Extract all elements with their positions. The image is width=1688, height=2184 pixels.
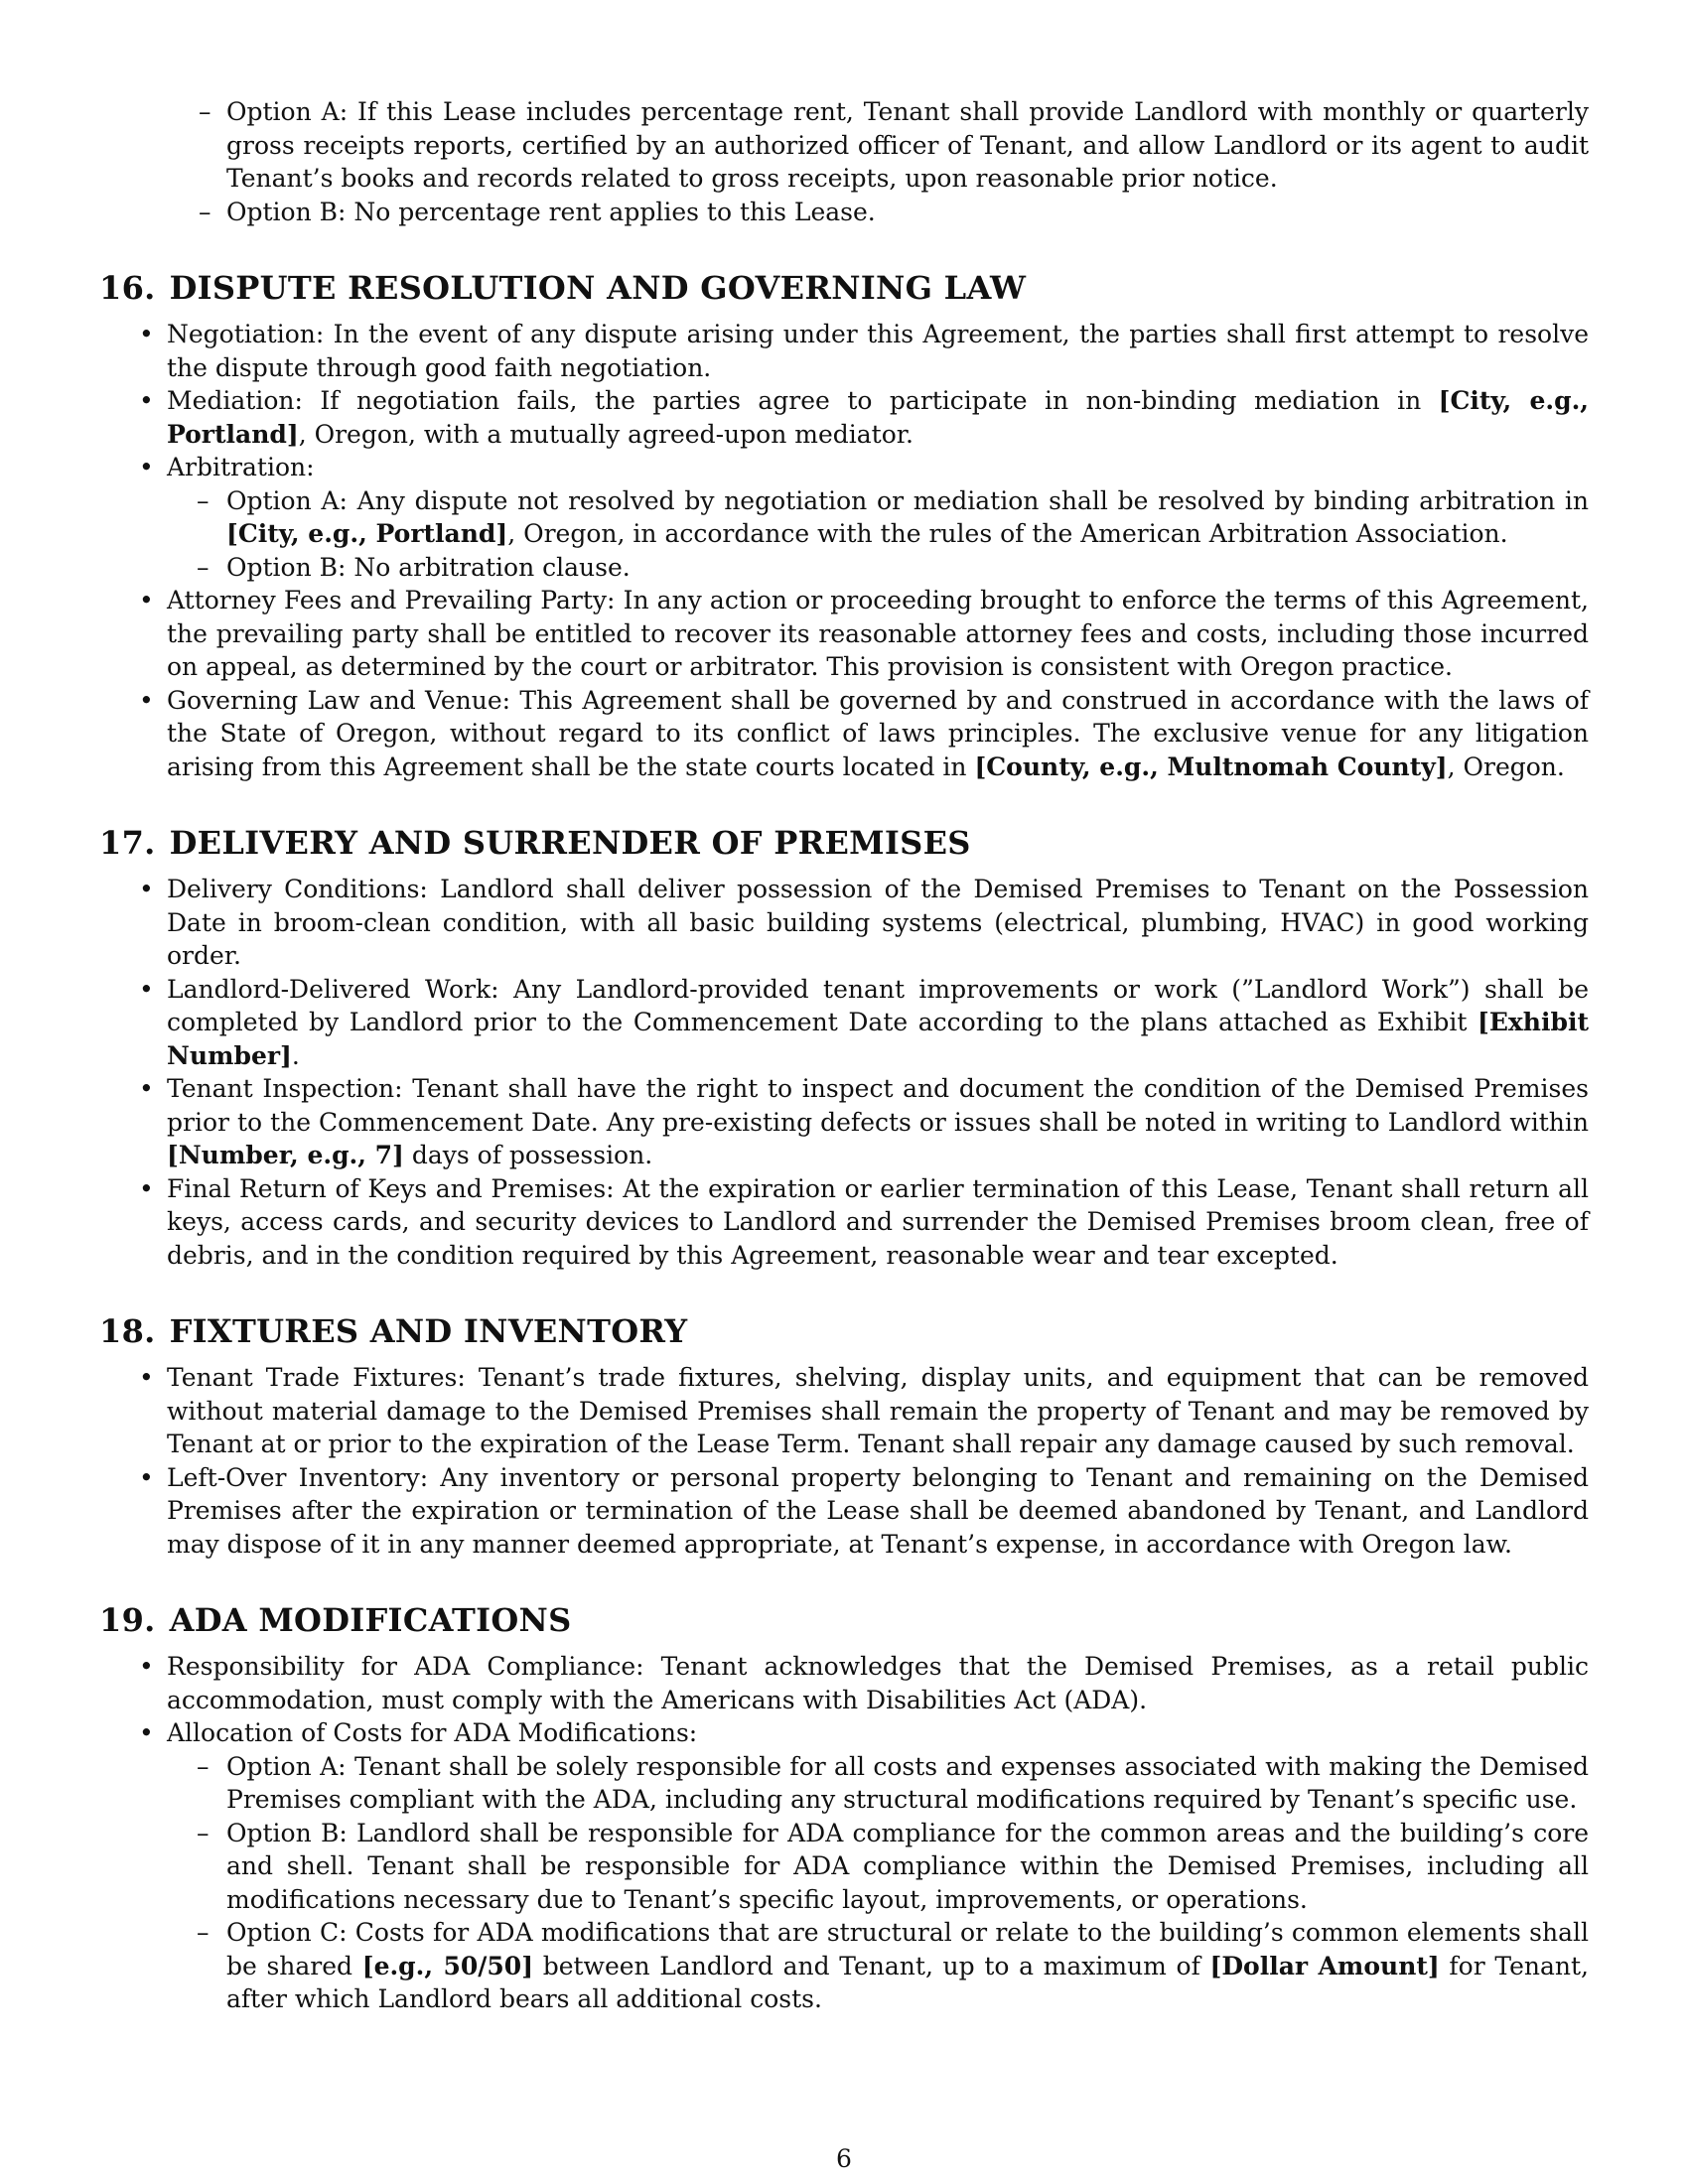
section-heading (99, 823, 1589, 863)
placeholder-field: [City, e.g., Portland] (167, 386, 1589, 449)
item-text: , Oregon. (1447, 751, 1565, 781)
option-text: for Tenant, after which Landlord bears all additional costs. (226, 1951, 1589, 2013)
item-text: Landlord-Delivered Work: Any Landlord-provided tenant improvements or work (”Landlord Work”) shall be completed by Landlord prior to the Commencement Date according to the plans attached as Exhibit (167, 974, 1589, 1036)
bullet-marker: • (139, 1363, 154, 1392)
section-17 (99, 823, 1589, 1272)
section-title: ADA MODIFICATIONS (169, 1601, 572, 1639)
section-heading (99, 1311, 1589, 1351)
item-text: Attorney Fees and Prevailing Party: In any action or proceeding brought to enforce the terms of this Agreement, the prevailing party shall be entitled to recover its reasonable attorney fees and costs, including those incurred on appeal, as determined by the court or arbitrator. This provision is consistent with Oregon practice. (167, 586, 1589, 681)
item-text: Allocation of Costs for ADA Modifications: (167, 1718, 698, 1747)
item-text: Mediation: If negotiation fails, the parties agree to participate in non-binding mediation in (167, 386, 1439, 415)
list-item (99, 873, 1589, 973)
bullet-marker: • (139, 453, 154, 481)
item-text: Arbitration: (167, 453, 315, 481)
bullet-marker: • (139, 320, 154, 348)
item-text: . (291, 1040, 300, 1070)
list-item (99, 1172, 1589, 1273)
list-item (99, 1650, 1589, 1716)
option-item (99, 196, 1589, 229)
dash-marker: – (199, 97, 211, 126)
list-item (99, 384, 1589, 451)
list-item (99, 451, 1589, 584)
option-text: Option A: Any dispute not resolved by negotiation or mediation shall be resolved by binding arbitration in (226, 485, 1589, 515)
page-number: 6 (836, 2144, 852, 2173)
option-text: Option B: Landlord shall be responsible for ADA compliance for the common areas and the building’s core and shell. Tenant shall be responsible for ADA compliance within the Demised Premises, including all modifications necessary due to Tenant’s specific layout, improvements, or operations. (226, 1818, 1589, 1914)
section-title: FIXTURES AND INVENTORY (169, 1312, 688, 1350)
item-text: Governing Law and Venue: This Agreement shall be governed by and construed in accordance with the laws of the State of Oregon, without regard to its conflict of laws principles. The exclusive venue for any litigation arising from this Agreement shall be the state courts located in (167, 685, 1589, 781)
placeholder-field: [Number, e.g., 7] (167, 1141, 404, 1169)
list-item (99, 318, 1589, 384)
item-text: Tenant Inspection: Tenant shall have the right to inspect and document the condition of the Demised Premises prior to the Commencement Date. Any pre-existing defects or issues shall be noted in writing to Landlord within (167, 1074, 1589, 1137)
list-item (99, 973, 1589, 1073)
section-heading (99, 1600, 1589, 1640)
section-number: 17. (99, 824, 156, 862)
bullet-marker: • (139, 685, 154, 715)
option-text: Option A: Tenant shall be solely responsible for all costs and expenses associated with making the Demised Premises compliant with the ADA, including any structural modifications required by Tenant’s specific use. (226, 1751, 1589, 1814)
list-item (99, 1716, 1589, 2016)
dash-marker: – (197, 1751, 210, 1781)
placeholder-field: [Dollar Amount] (1209, 1951, 1440, 1980)
option-list (167, 484, 1589, 585)
option-text: Option A: If this Lease includes percentage rent, Tenant shall provide Landlord with monthly or quarterly gross receipts reports, certified by an authorized officer of Tenant, and allow Landlord or its agent to audit Tenant’s books and records related to gross receipts, upon reasonable prior notice. (226, 97, 1589, 193)
option-text: Option B: No percentage rent applies to this Lease. (226, 197, 876, 226)
option-item (167, 1750, 1589, 1817)
placeholder-field: [Exhibit Number] (167, 1008, 1589, 1070)
bullet-marker: • (139, 974, 154, 1004)
option-text: Option B: No arbitration clause. (226, 552, 631, 582)
placeholder-field: [e.g., 50/50] (361, 1951, 534, 1980)
bullet-marker: • (139, 586, 154, 614)
document-body (99, 95, 1589, 2016)
section-number: 18. (99, 1312, 156, 1350)
section-title: DELIVERY AND SURRENDER OF PREMISES (169, 824, 971, 862)
dash-marker: – (197, 1818, 210, 1847)
bullet-marker: • (139, 1462, 154, 1492)
item-text: Delivery Conditions: Landlord shall deliver possession of the Demised Premises to Tenant on the Possession Date in broom-clean condition, with all basic building systems (electrical, plumbing, HVAC) in good working order. (167, 875, 1589, 970)
dash-marker: – (199, 197, 211, 226)
option-text: , Oregon, in accordance with the rules of the American Arbitration Association. (507, 519, 1508, 548)
dash-marker: – (197, 485, 210, 515)
item-text: Final Return of Keys and Premises: At the expiration or earlier termination of this Lease, Tenant shall return all keys, access cards, and security devices to Landlord and surrender the Demised Premises broom clean, free of debris, and in the condition required by this Agreement, reasonable wear and tear excepted. (167, 1173, 1589, 1270)
section-title: DISPUTE RESOLUTION AND GOVERNING LAW (169, 269, 1027, 307)
bullet-marker: • (139, 875, 154, 903)
option-item (99, 95, 1589, 196)
item-text: days of possession. (403, 1141, 653, 1169)
bullet-marker: • (139, 1173, 154, 1203)
section-heading (99, 268, 1589, 308)
item-text: Responsibility for ADA Compliance: Tenant acknowledges that the Demised Premises, as a retail public accommodation, must comply with the Americans with Disabilities Act (ADA). (167, 1652, 1589, 1714)
item-text: Left-Over Inventory: Any inventory or personal property belonging to Tenant and remaining on the Demised Premises after the expiration or termination of the Lease shall be deemed abandoned by Tenant, and Landlord may dispose of it in any manner deemed appropriate, at Tenant’s expense, in accordance with Oregon law. (167, 1462, 1589, 1559)
list-item (99, 1072, 1589, 1172)
bullet-marker: • (139, 1652, 154, 1681)
option-item (167, 484, 1589, 551)
section-number: 19. (99, 1601, 156, 1639)
section-15-continuation (99, 95, 1589, 228)
item-text: , Oregon, with a mutually agreed-upon mediator. (298, 419, 914, 449)
list-item (99, 684, 1589, 784)
option-item (167, 551, 1589, 585)
placeholder-field: [County, e.g., Multnomah County] (974, 751, 1448, 781)
list-item (99, 584, 1589, 684)
section-number: 16. (99, 269, 156, 307)
dash-marker: – (197, 1918, 210, 1947)
option-list (167, 1750, 1589, 2016)
section-16 (99, 268, 1589, 783)
option-text: between Landlord and Tenant, up to a maximum of (533, 1951, 1210, 1980)
option-item (167, 1916, 1589, 2016)
bullet-marker: • (139, 1074, 154, 1103)
option-item (167, 1817, 1589, 1917)
dash-marker: – (197, 552, 210, 582)
section-19 (99, 1600, 1589, 2016)
section-18 (99, 1311, 1589, 1561)
list-item (99, 1461, 1589, 1562)
placeholder-field: [City, e.g., Portland] (226, 519, 508, 548)
bullet-marker: • (139, 1718, 154, 1747)
list-item (99, 1361, 1589, 1461)
item-text: Negotiation: In the event of any dispute arising under this Agreement, the parties shall first attempt to resolve the dispute through good faith negotiation. (167, 320, 1589, 382)
item-text: Tenant Trade Fixtures: Tenant’s trade fixtures, shelving, display units, and equipment that can be removed without material damage to the Demised Premises shall remain the property of Tenant and may be removed by Tenant at or prior to the expiration of the Lease Term. Tenant shall repair any damage caused by such removal. (167, 1363, 1589, 1458)
bullet-marker: • (139, 386, 154, 415)
option-text: Option C: Costs for ADA modifications that are structural or relate to the building’s common elements shall be shared (226, 1918, 1589, 1980)
